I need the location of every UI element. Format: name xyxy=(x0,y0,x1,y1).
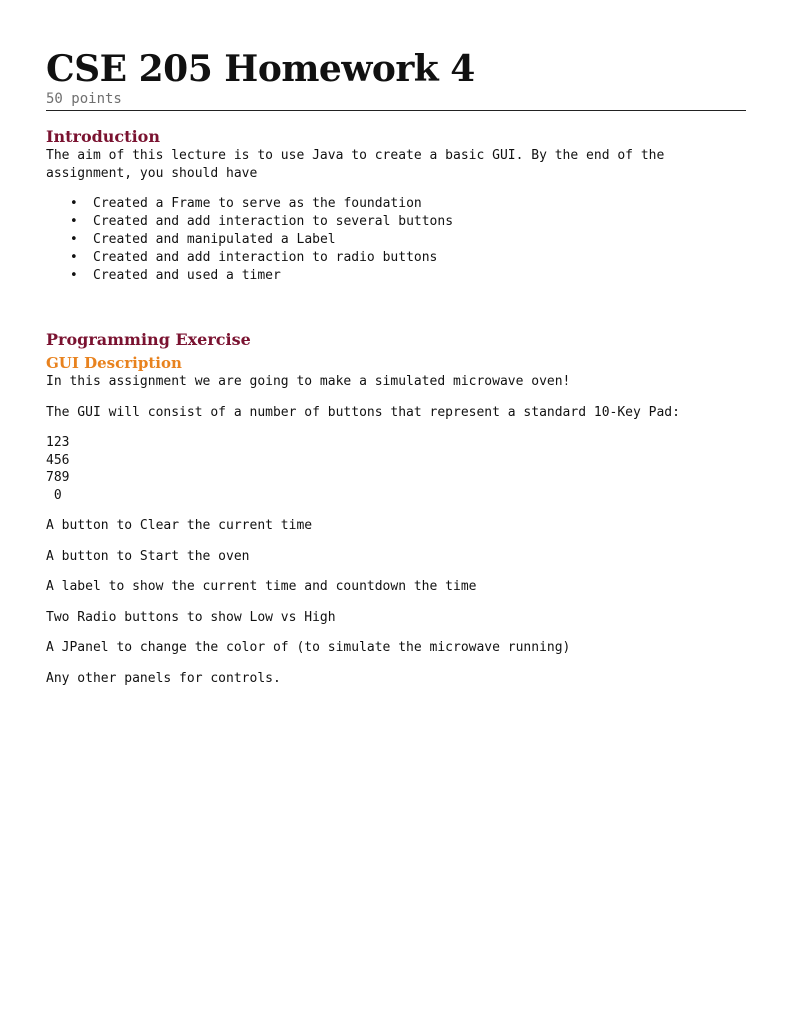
list-item: • Created a Frame to serve as the foundation xyxy=(70,196,422,211)
list-item: • Created and manipulated a Label xyxy=(70,232,336,247)
introduction-heading: Introduction xyxy=(46,127,160,146)
jpanel-requirement: A JPanel to change the color of (to simulate the microwave running) xyxy=(46,640,571,655)
other-panels-requirement: Any other panels for controls. xyxy=(46,670,281,686)
page-title: CSE 205 Homework 4 xyxy=(46,48,475,90)
clear-button-requirement: A button to Clear the current time xyxy=(46,518,313,533)
time-label-requirement: A label to show the current time and countdown the time xyxy=(46,579,477,594)
radio-buttons-requirement: Two Radio buttons to show Low vs High xyxy=(46,609,336,625)
introduction-paragraph: The aim of this lecture is to use Java to create a basic GUI. By the end of the assignment, you should have xyxy=(46,148,665,181)
gui-description-heading: GUI Description xyxy=(46,354,182,372)
programming-exercise-heading: Programming Exercise xyxy=(46,330,251,349)
list-item: • Created and used a timer xyxy=(70,268,281,283)
start-button-requirement: A button to Start the oven xyxy=(46,548,250,564)
bullet-icon: • xyxy=(70,232,78,247)
bullet-icon: • xyxy=(70,214,78,229)
points-subtitle: 50 points xyxy=(46,91,122,107)
bullet-icon: • xyxy=(70,196,78,211)
list-item: • Created and add interaction to radio buttons xyxy=(70,250,438,265)
list-item: • Created and add interaction to several buttons xyxy=(70,214,454,229)
bullet-icon: • xyxy=(70,250,78,265)
title-divider xyxy=(46,110,746,111)
bullet-icon: • xyxy=(70,268,78,283)
keypad-description-paragraph: The GUI will consist of a number of buttons that represent a standard 10-Key Pad: xyxy=(46,404,680,420)
exercise-intro-paragraph: In this assignment we are going to make a simulated microwave oven! xyxy=(46,374,571,389)
objectives-list xyxy=(46,195,746,285)
document-page xyxy=(46,48,746,687)
keypad-layout: 123 456 789 0 xyxy=(46,435,70,503)
